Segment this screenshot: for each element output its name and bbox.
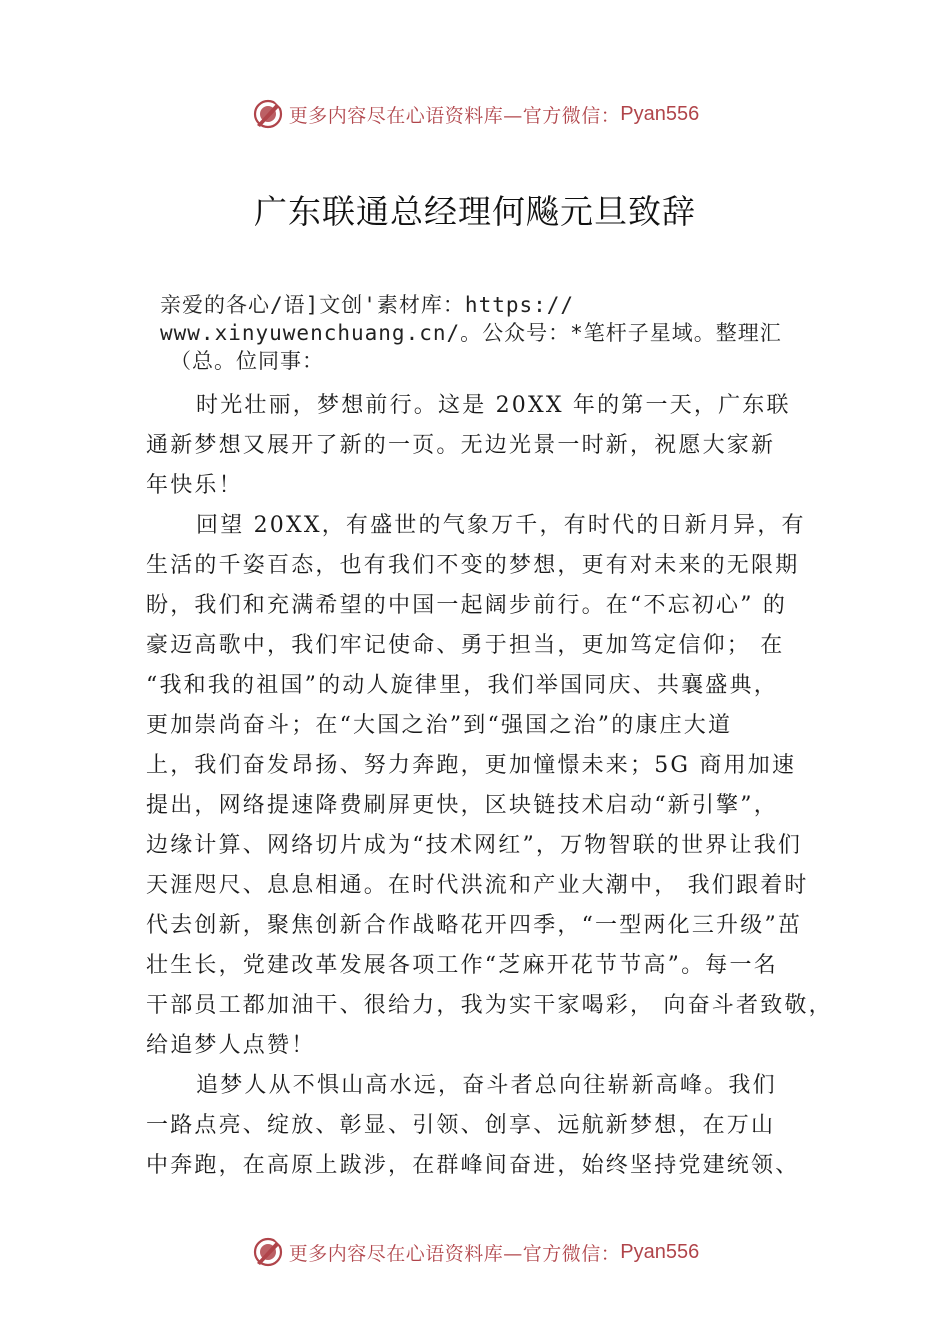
header-banner [0,94,950,134]
body-line: 一路点亮、绽放、彰显、引领、创享、远航新梦想，在万山 [146,1113,776,1138]
body-line: 通新梦想又展开了新的一页。无边光景一时新，祝愿大家新 [146,433,776,458]
body-text [146,386,833,1186]
body-line: 生活的千姿百态，也有我们不变的梦想，更有对未来的无限期 [146,553,800,578]
body-line: 年快乐！ [146,473,243,498]
body-line: 提出，网络提速降费刷屏更快，区块链技术启动“新引擎”， [146,793,778,818]
body-line: 天涯咫尺、息息相通。在时代洪流和产业大潮中， 我们跟着时 [146,873,809,898]
salutation-line: （总。位同事： [170,349,324,373]
body-line: 中奔跑，在高原上跋涉，在群峰间奋进，始终坚持党建统领、 [146,1153,800,1178]
body-line: 盼，我们和充满希望的中国一起阔步前行。在“不忘初心” 的 [146,593,788,618]
banner-text: 更多内容尽在心语资料库—官方微信： [288,1242,621,1265]
body-line: 时光壮丽，梦想前行。这是 20XX 年的第一天，广东联 [196,393,791,418]
body-line: 回望 20XX，有盛世的气象万千，有时代的日新月异，有 [196,513,806,538]
footer-banner [0,1232,950,1272]
body-line: 给追梦人点赞！ [146,1033,316,1058]
body-line: 更加崇尚奋斗；在“大国之治”到“强国之治”的康庄大道 [146,713,733,738]
quill-seal-icon [251,97,285,131]
body-line: 干部员工都加油干、很给力，我为实干家喝彩， 向奋斗者致敬， [146,993,833,1018]
banner-text: 更多内容尽在心语资料库—官方微信： [288,104,621,127]
body-line: 边缘计算、网络切片成为“技术网红”，万物智联的世界让我们 [146,833,803,858]
body-line: 上，我们奋发昂扬、努力奔跑，更加憧憬未来；5G 商用加速 [146,753,797,778]
body-line: 豪迈高歌中，我们牢记使命、勇于担当，更加笃定信仰； 在 [146,633,785,658]
wechat-id: Pyan556 [620,102,700,125]
salutation-line: www.xinyuwenchuang.cn/。公众号：*笔杆子星域。整理汇 [160,321,782,345]
salutation-line: 亲爱的各心/语]文创'素材库：https:// [160,293,575,317]
wechat-id: Pyan556 [620,1240,700,1263]
body-line: 代去创新，聚焦创新合作战略花开四季，“一型两化三升级”茁 [146,913,803,938]
body-line: “我和我的祖国”的动人旋律里，我们举国同庆、共襄盛典， [146,673,778,698]
quill-seal-icon [251,1235,285,1269]
body-line: 追梦人从不惧山高水远，奋斗者总向往崭新高峰。我们 [196,1073,777,1098]
document-title: 广东联通总经理何飚元旦致辞 [254,192,696,231]
body-line: 壮生长，党建改革发展各项工作“芝麻开花节节高”。每一名 [146,953,778,978]
salutation [160,291,820,375]
